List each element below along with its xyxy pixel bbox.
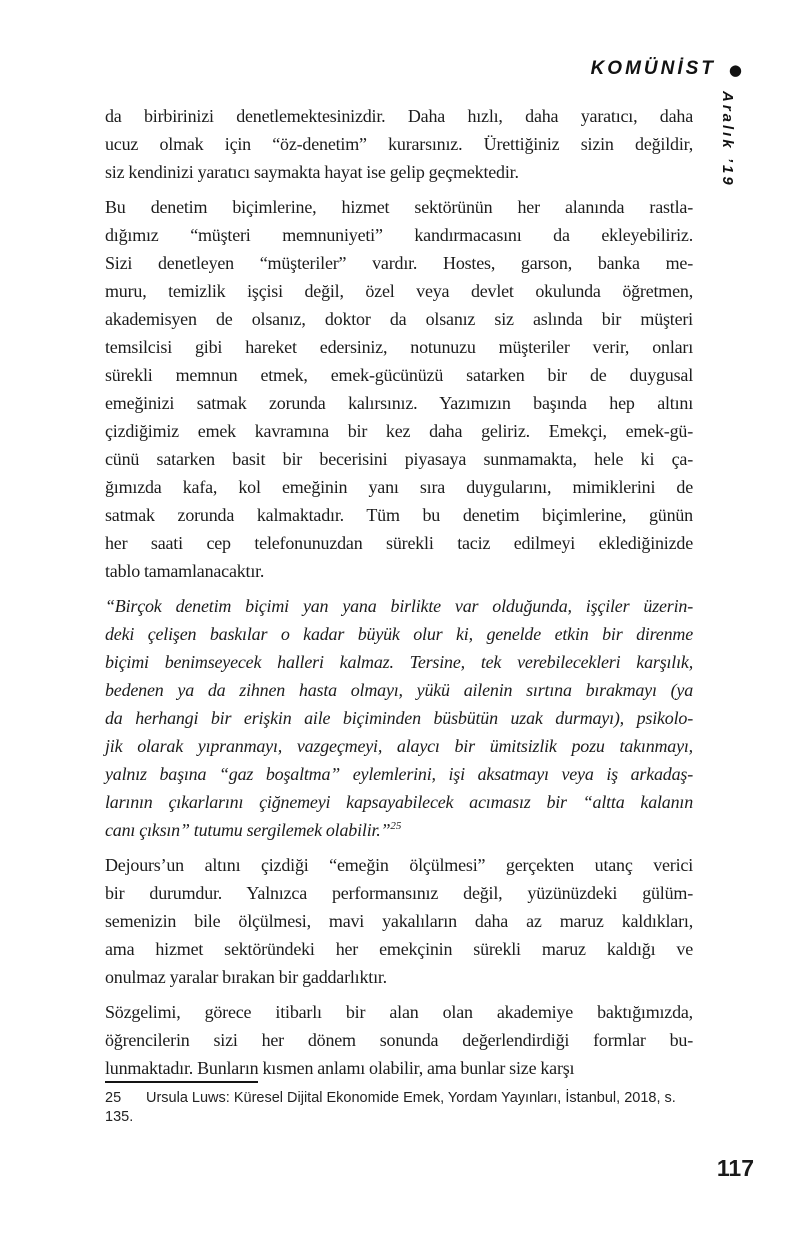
text-line: da birbirinizi denetlemektesinizdir. Daha hızlı, daha yaratıcı, daha: [105, 106, 693, 126]
text-line: semenizin bile ölçülmesi, mavi yakalıların daha az maruz kaldıkları,: [105, 911, 693, 931]
footnote-text: Ursula Luws: Küresel Dijital Ekonomide Emek, Yordam Yayınları, İstanbul, 2018, s.: [146, 1090, 676, 1106]
footnote-number: 25: [105, 1090, 122, 1106]
text-line: bir durumdur. Yalnızca performansınız değil, yüzünüzdeki gülüm-: [105, 883, 693, 903]
bullet-icon: ●: [728, 60, 742, 79]
text-line: biçimi benimseyecek halleri kalmaz. Tersine, tek verebilecekleri karşılık,: [105, 652, 693, 672]
text-line: Sözgelimi, görece itibarlı bir alan olan akademiye baktığımızda,: [105, 1002, 693, 1022]
paragraph: [105, 998, 693, 1082]
text-line: lunmaktadır. Bunların kısmen anlamı olabilir, ama bunlar size karşı: [105, 1058, 575, 1078]
text-line: her saati cep telefonunuzdan sürekli taciz edilmeyi eklediğinizde: [105, 533, 693, 553]
issue-date-label: Aralık ’19: [719, 91, 736, 188]
text-line: siz kendinizi yaratıcı saymakta hayat ise gelip geçmektedir.: [105, 162, 519, 182]
running-head: [591, 58, 742, 80]
text-line: ğımızda kafa, kol emeğinin yanı sıra duygularını, mimiklerini de: [105, 477, 693, 497]
footnote-rule: [105, 1081, 258, 1083]
page-number: 117: [716, 1155, 754, 1181]
quote-paragraph: [105, 592, 693, 844]
paragraph: [105, 102, 693, 186]
text-line: Bu denetim biçimlerine, hizmet sektörünün her alanında rastla-: [105, 197, 693, 217]
text-line: bedenen ya da zihnen hasta olmayı, yükü ailenin sırtına bırakmayı (ya: [105, 680, 693, 700]
text-line: yalnız başına “gaz boşaltma” eylemlerini, işi aksatmayı veya iş arkadaş-: [105, 764, 693, 784]
text-line: da herhangi bir erişkin aile biçiminden büsbütün uzak durmayı), psikolo-: [105, 708, 693, 728]
text-line: muru, temizlik işçisi değil, özel veya devlet okulunda öğretmen,: [105, 281, 693, 301]
text-line: deki çelişen baskılar o kadar büyük olur ki, genelde etkin bir direnme: [105, 624, 693, 644]
text-line: emeğinizi satmak zorunda kalırsınız. Yazımızın başında hep altını: [105, 393, 693, 413]
text-line: canı çıksın” tutumu sergilemek olabilir.”$^{25}$: [105, 820, 402, 840]
footnote-reference: 25: [390, 820, 402, 832]
footnote-line: 135.: [105, 1109, 134, 1125]
footnote: [105, 1081, 693, 1127]
text-block: [105, 102, 693, 1089]
text-line: tablo tamamlanacaktır.: [105, 561, 265, 581]
text-line: onulmaz yaralar bırakan bir gaddarlıktır.: [105, 967, 387, 987]
magazine-title: KOMÜNİST: [590, 58, 716, 79]
text-line: Dejours’un altını çizdiği “emeğin ölçülmesi” gerçekten utanç verici: [105, 855, 693, 875]
text-line: Sizi denetleyen “müşteriler” vardır. Hostes, garson, banka me-: [105, 253, 693, 273]
text-line: larının çıkarlarını çiğnemeyi kapsayabilecek acımasız bir “altta kalanın: [105, 792, 693, 812]
text-line: cünü satarken basit bir becerisini piyasaya sunmamakta, hele ki ça-: [105, 449, 693, 469]
paragraph: [105, 193, 693, 585]
text-line: ucuz olmak için “öz-denetim” kurarsınız. Ürettiğiniz sizin değildir,: [105, 134, 693, 154]
text-line: akademisyen de olsanız, doktor da olsanız siz aslında bir müşteri: [105, 309, 693, 329]
text-line: jik olarak yıpranmayı, vazgeçmeyi, alaycı bir ümitsizlik pozu takınmayı,: [105, 736, 693, 756]
text-line: ama hizmet sektöründeki her emekçinin sürekli maruz kaldığı ve: [105, 939, 693, 959]
text-line: dığımız “müşteri memnuniyeti” kandırmacasını da ekleyebiliriz.: [105, 225, 693, 245]
paragraph: [105, 851, 693, 991]
text-line: sürekli memnun etmek, emek-gücünüzü satarken bir de duygusal: [105, 365, 693, 385]
footnote-line: [105, 1089, 693, 1108]
text-line: temsilcisi gibi hareket edersiniz, notunuzu müşteriler verir, onları: [105, 337, 693, 357]
text-line: çizdiğimiz emek kavramına bir kez daha geliriz. Emekçi, emek-gü-: [105, 421, 693, 441]
text-line: “Birçok denetim biçimi yan yana birlikte var olduğunda, işçiler üzerin-: [105, 596, 693, 616]
text-line: satmak zorunda kalmaktadır. Tüm bu denetim biçimlerine, günün: [105, 505, 693, 525]
text-line: öğrencilerin sizi her dönem sonunda değerlendirdiği formlar bu-: [105, 1030, 693, 1050]
